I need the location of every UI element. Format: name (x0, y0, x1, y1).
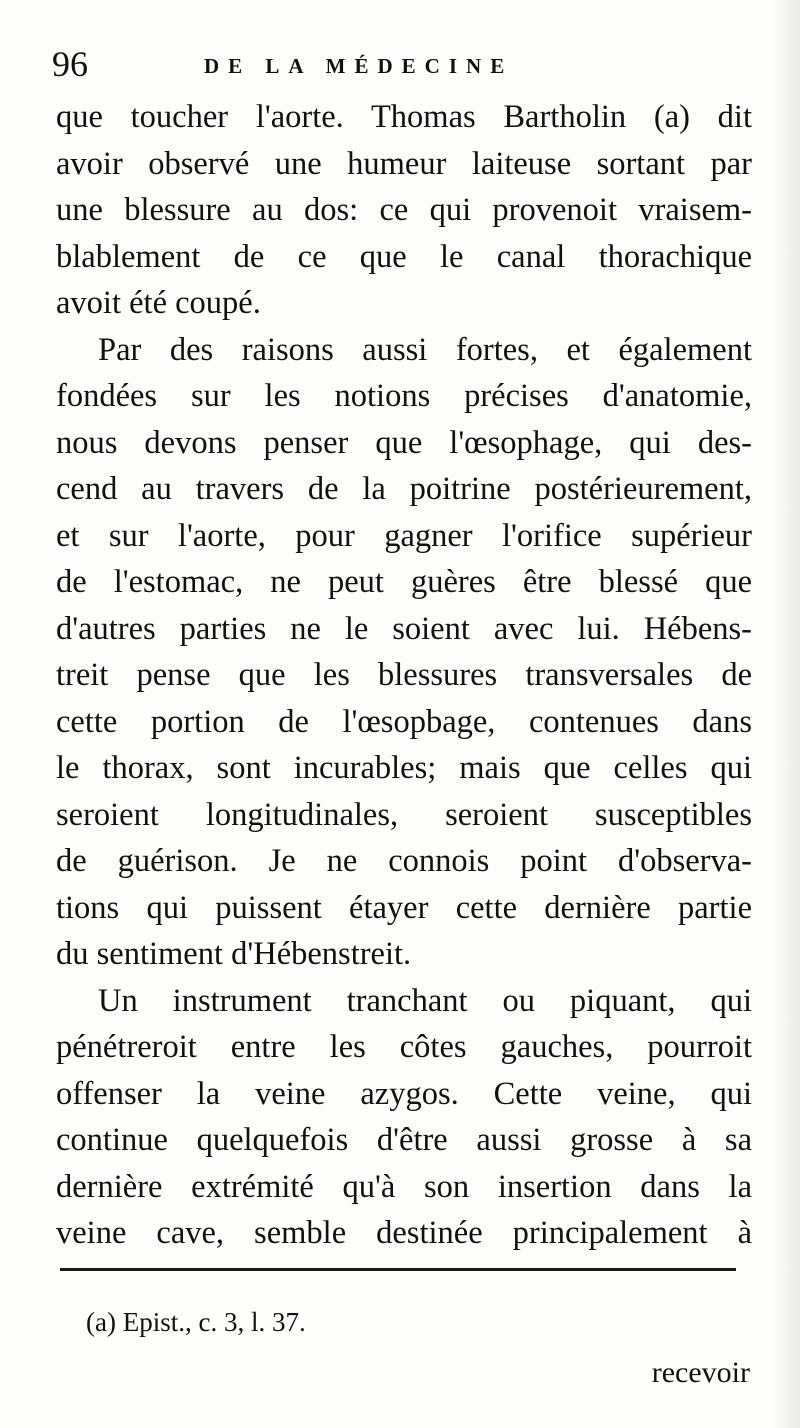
text-line: une blessure au dos: ce qui provenoit vraisem- (56, 192, 752, 228)
text-line: pénétreroit entre les côtes gauches, pourroit (56, 1029, 752, 1065)
text-line: nous devons penser que l'œsophage, qui des- (56, 424, 752, 461)
text-line: veine cave, semble destinée principalement à (56, 1215, 752, 1251)
body-text (56, 94, 752, 1257)
text-line: offenser la veine azygos. Cette veine, qui (56, 1075, 752, 1112)
text-line: cette portion de l'œsopbage, contenues dans (56, 703, 752, 740)
text-line: continue quelquefois d'être aussi grosse à sa (56, 1122, 752, 1158)
footnote: (a) Epist., c. 3, l. 37. (86, 1307, 306, 1337)
text-line: dernière extrémité qu'à son insertion dans la (56, 1168, 752, 1205)
text-line: treit pense que les blessures transversales de (56, 657, 752, 693)
page-number: 96 (52, 44, 88, 84)
text-line: de l'estomac, ne peut guères être blessé que (56, 564, 752, 600)
text-line: tions qui puissent étayer cette dernière partie (56, 889, 752, 926)
text-line: de guérison. Je ne connois point d'observa- (56, 843, 752, 879)
text-line: cend au travers de la poitrine postérieurement, (56, 471, 752, 507)
text-line: du sentiment d'Hébenstreit. (56, 936, 412, 972)
text-line: avoit été coupé. (56, 285, 261, 321)
running-title: DE LA MÉDECINE (204, 54, 514, 78)
text-line: seroient longitudinales, seroient susceptibles (56, 796, 752, 833)
text-line: que toucher l'aorte. Thomas Bartholin (a) dit (56, 99, 752, 135)
text-line: avoir observé une humeur laiteuse sortant par (56, 145, 752, 182)
text-line: le thorax, sont incurables; mais que celles qui (56, 750, 752, 786)
footnote-rule (60, 1268, 736, 1271)
text-line: Un instrument tranchant ou piquant, qui (98, 982, 752, 1019)
text-line: Par des raisons aussi fortes, et également (98, 331, 752, 368)
running-head (52, 40, 612, 88)
text-line: blablement de ce que le canal thorachique (56, 238, 752, 275)
page-edge-shadow (774, 0, 800, 1428)
text-line: et sur l'aorte, pour gagner l'orifice supérieur (56, 517, 752, 554)
text-line: fondées sur les notions précises d'anatomie, (56, 378, 752, 414)
catchword: recevoir (651, 1356, 750, 1389)
text-line: d'autres parties ne le soient avec lui. Hébens- (56, 610, 752, 647)
